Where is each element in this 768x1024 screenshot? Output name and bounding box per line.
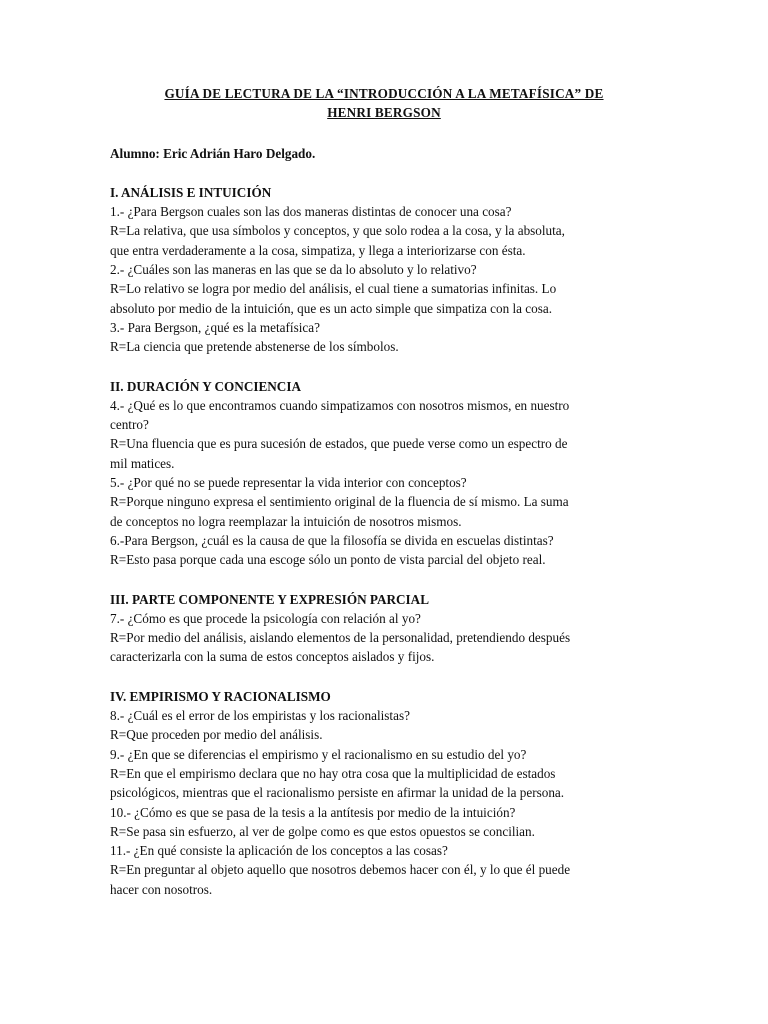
sections-container [110, 183, 658, 899]
answer-line: R=La relativa, que usa símbolos y conceptos, y que solo rodea a la cosa, y la absoluta, [110, 223, 565, 239]
section-heading: III. PARTE COMPONENTE Y EXPRESIÓN PARCIAL [110, 591, 429, 607]
answer-line: R=En que el empirismo declara que no hay otra cosa que la multiplicidad de estados [110, 765, 556, 781]
answer-line: R=Porque ninguno expresa el sentimiento original de la fluencia de sí mismo. La suma [110, 494, 569, 510]
question-line: 5.- ¿Por qué no se puede representar la vida interior con conceptos? [110, 475, 467, 491]
document-title [110, 84, 658, 123]
answer-line: R=Se pasa sin esfuerzo, al ver de golpe como es que estos opuestos se concilian. [110, 823, 535, 839]
answer-line: R=Esto pasa porque cada una escoge sólo un ponto de vista parcial del objeto real. [110, 552, 546, 568]
section-heading: I. ANÁLISIS E INTUICIÓN [110, 184, 272, 200]
title-line-1: GUÍA DE LECTURA DE LA “INTRODUCCIÓN A LA METAFÍSICA” DE [164, 86, 604, 101]
question-line: 3.- Para Bergson, ¿qué es la metafísica? [110, 319, 320, 335]
question-line: mil matices. [110, 455, 175, 471]
answer-line: R=Que proceden por medio del análisis. [110, 727, 323, 743]
answer-line: R=Por medio del análisis, aislando elementos de la personalidad, pretendiendo después [110, 630, 571, 646]
question-line: 2.- ¿Cuáles son las maneras en las que se da lo absoluto y lo relativo? [110, 262, 477, 278]
question-line: 10.- ¿Cómo es que se pasa de la tesis a la antítesis por medio de la intuición? [110, 804, 516, 820]
answer-line: R=Una fluencia que es pura sucesión de estados, que puede verse como un espectro de [110, 436, 568, 452]
question-line: centro? [110, 417, 149, 433]
question-line: caracterizarla con la suma de estos conceptos aislados y fijos. [110, 649, 435, 665]
question-line: 1.- ¿Para Bergson cuales son las dos maneras distintas de conocer una cosa? [110, 204, 512, 220]
question-line: 11.- ¿En qué consiste la aplicación de los conceptos a las cosas? [110, 843, 448, 859]
answer-line: R=La ciencia que pretende abstenerse de los símbolos. [110, 339, 399, 355]
question-line: absoluto por medio de la intuición, que es un acto simple que simpatiza con la cosa. [110, 300, 553, 316]
student-name: Alumno: Eric Adrián Haro Delgado. [110, 145, 316, 161]
section-1 [110, 183, 658, 357]
section-heading: IV. EMPIRISMO Y RACIONALISMO [110, 688, 331, 704]
section-3 [110, 590, 658, 667]
title-line-2: HENRI BERGSON [327, 105, 441, 121]
question-line: de conceptos no logra reemplazar la intuición de nosotros mismos. [110, 513, 462, 529]
question-line: 8.- ¿Cuál es el error de los empiristas y los racionalistas? [110, 708, 410, 724]
question-line: 6.-Para Bergson, ¿cuál es la causa de que la filosofía se divida en escuelas distintas? [110, 532, 554, 548]
question-line: hacer con nosotros. [110, 881, 213, 897]
question-line: 4.- ¿Qué es lo que encontramos cuando simpatizamos con nosotros mismos, en nuestro [110, 397, 570, 413]
question-line: 7.- ¿Cómo es que procede la psicología con relación al yo? [110, 610, 421, 626]
question-line: psicológicos, mientras que el racionalismo persiste en afirmar la unidad de la persona. [110, 785, 565, 801]
section-4 [110, 687, 658, 899]
section-2 [110, 377, 658, 570]
answer-line: R=En preguntar al objeto aquello que nosotros debemos hacer con él, y lo que él puede [110, 862, 571, 878]
document-page [110, 84, 658, 899]
section-heading: II. DURACIÓN Y CONCIENCIA [110, 378, 301, 394]
answer-line: R=Lo relativo se logra por medio del análisis, el cual tiene a sumatorias infinitas. Lo [110, 281, 557, 297]
question-line: 9.- ¿En que se diferencias el empirismo y el racionalismo en su estudio del yo? [110, 746, 527, 762]
question-line: que entra verdaderamente a la cosa, simpatiza, y llega a interiorizarse con ésta. [110, 242, 526, 258]
